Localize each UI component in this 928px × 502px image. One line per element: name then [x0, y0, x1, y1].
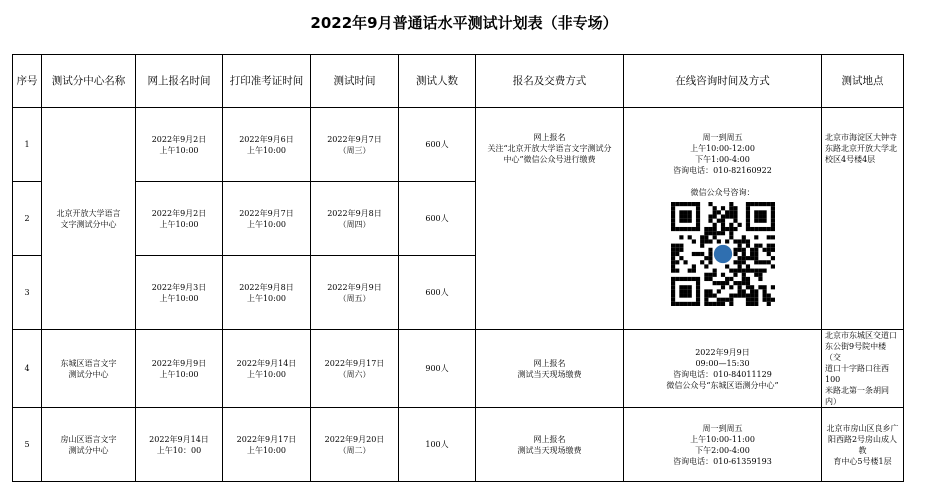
consult-info: 2022年9月9日 09:00—15:30 咨询电话：010-84011129 微信公众号“东城区语测分中心”	[624, 330, 822, 408]
header-center: 测试分中心名称	[42, 55, 136, 108]
row-no: 2	[13, 182, 42, 256]
reg-time: 2022年9月2日 上午10:00	[136, 108, 223, 182]
test-count: 900人	[399, 330, 476, 408]
consult-bjou	[624, 108, 822, 330]
test-time: 2022年9月7日 （周三）	[311, 108, 399, 182]
center-name: 东城区语言文字 测试分中心	[42, 330, 136, 408]
test-count: 600人	[399, 256, 476, 330]
row-no: 4	[13, 330, 42, 408]
row-no: 5	[13, 408, 42, 482]
print-time: 2022年9月14日 上午10:00	[223, 330, 311, 408]
test-count: 600人	[399, 108, 476, 182]
test-count: 100人	[399, 408, 476, 482]
header-location: 测试地点	[822, 55, 904, 108]
page-title: 2022年9月普通话水平测试计划表（非专场）	[310, 14, 618, 32]
print-time: 2022年9月6日 上午10:00	[223, 108, 311, 182]
header-consult: 在线咨询时间及方式	[624, 55, 822, 108]
test-time: 2022年9月17日 （周六）	[311, 330, 399, 408]
test-schedule-table	[12, 54, 904, 482]
header-test-time: 测试时间	[311, 55, 399, 108]
test-time: 2022年9月9日 （周五）	[311, 256, 399, 330]
row-no: 3	[13, 256, 42, 330]
test-time: 2022年9月20日 （周二）	[311, 408, 399, 482]
wechat-label: 微信公众号咨询：	[690, 188, 755, 197]
qr-code-image	[671, 202, 775, 306]
reg-time: 2022年9月2日 上午10:00	[136, 182, 223, 256]
test-location: 北京市东城区交道口 东公街9号院中楼（交 道口十字路口往西100 米路北第一条胡同 内）	[822, 330, 904, 408]
print-time: 2022年9月8日 上午10:00	[223, 256, 311, 330]
header-print-time: 打印准考证时间	[223, 55, 311, 108]
print-time: 2022年9月7日 上午10:00	[223, 182, 311, 256]
consult-info: 周一到周五 上午10:00-11:00 下午2:00-4:00 咨询电话：010-61359193	[624, 408, 822, 482]
signup-method: 网上报名 测试当天现场缴费	[476, 408, 624, 482]
location-bjou: 北京市海淀区大钟寺 东路北京开放大学北 校区4号楼4层	[822, 108, 904, 330]
test-time: 2022年9月8日 （周四）	[311, 182, 399, 256]
header-count: 测试人数	[399, 55, 476, 108]
table-row	[13, 330, 904, 408]
table-row	[13, 408, 904, 482]
consult-text: 周一到周五 上午10:00-12:00 下午1:00-4:00 咨询电话：010-82160922	[673, 133, 772, 175]
center-name: 房山区语言文字 测试分中心	[42, 408, 136, 482]
print-time: 2022年9月17日 上午10:00	[223, 408, 311, 482]
header-row	[13, 55, 904, 108]
header-no: 序号	[13, 55, 42, 108]
header-reg-time: 网上报名时间	[136, 55, 223, 108]
reg-time: 2022年9月14日 上午10：00	[136, 408, 223, 482]
test-location: 北京市房山区良乡广 阳西路2号房山成人教 育中心5号楼1层	[822, 408, 904, 482]
signup-method-bjou: 网上报名 关注“北京开放大学语言文字测试分 中心”微信公众号进行缴费	[476, 108, 624, 330]
reg-time: 2022年9月9日 上午10:00	[136, 330, 223, 408]
header-signup: 报名及交费方式	[476, 55, 624, 108]
test-count: 600人	[399, 182, 476, 256]
row-no: 1	[13, 108, 42, 182]
reg-time: 2022年9月3日 上午10:00	[136, 256, 223, 330]
table-row	[13, 108, 904, 182]
qr-logo-icon	[713, 245, 731, 263]
center-name-bjou: 北京开放大学语言 文字测试分中心	[42, 108, 136, 330]
signup-method: 网上报名 测试当天现场缴费	[476, 330, 624, 408]
